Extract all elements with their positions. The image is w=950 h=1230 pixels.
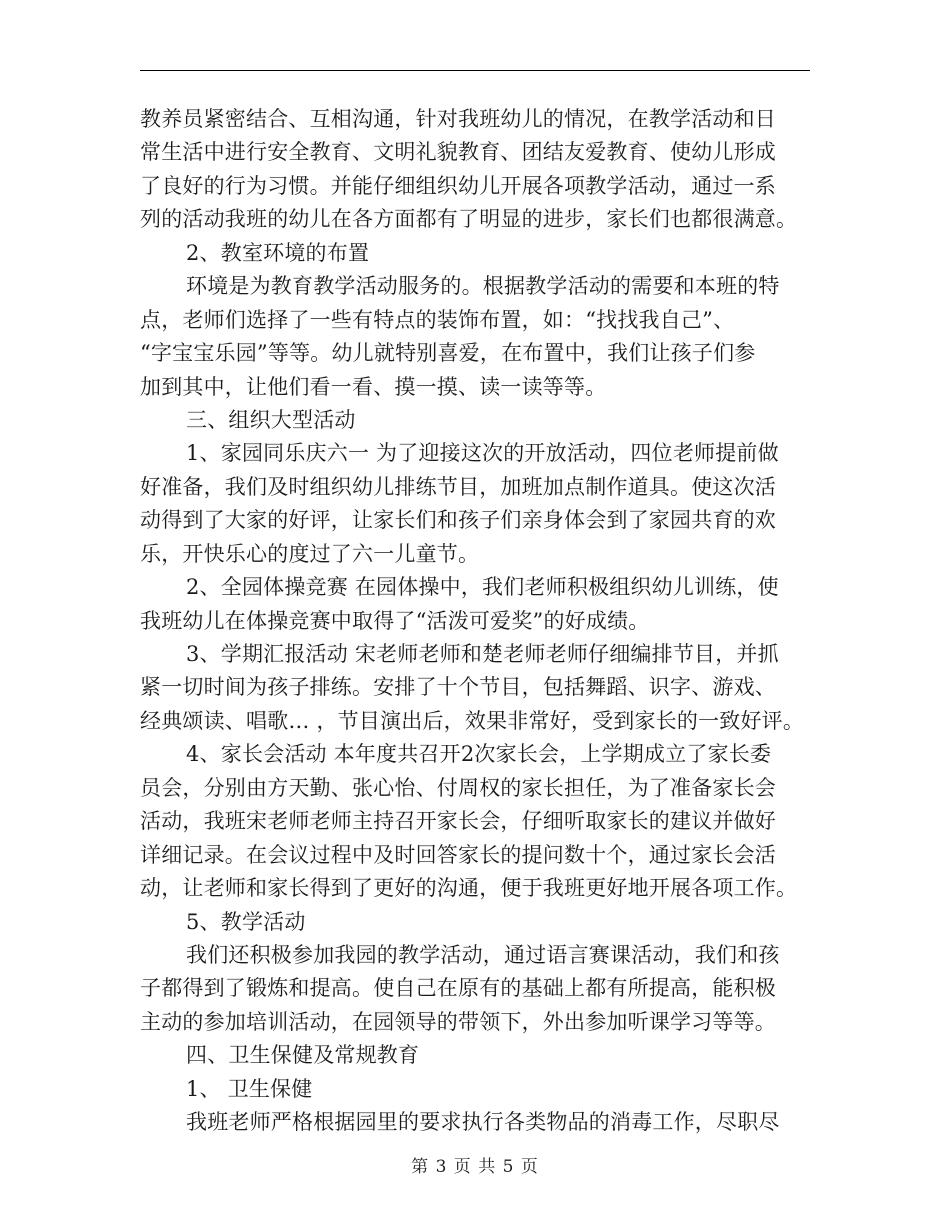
page-footer: 第 3 页 共 5 页: [411, 1157, 539, 1177]
text-line: 加到其中，让他们看一看、摸一摸、读一读等等。: [140, 374, 607, 399]
text-line: 4、家长会活动 本年度共召开2次家长会，上学期成立了家长委: [186, 742, 772, 767]
document-body: [140, 103, 812, 1140]
text-line: 我班老师严格根据园里的要求执行各类物品的消毒工作，尽职尽: [186, 1110, 780, 1135]
text-line: 列的活动我班的幼儿在各方面都有了明显的进步，家长们也都很满意。: [140, 207, 798, 232]
text-line: 子都得到了锻炼和提高。使自己在原有的基础上都有所提高，能积极: [140, 976, 776, 1001]
text-line: 乐，开快乐心的度过了六一儿童节。: [140, 541, 480, 566]
text-line: 3、学期汇报活动 宋老师老师和楚老师老师仔细编排节目，并抓: [186, 642, 779, 666]
text-line: 三、组织大型活动: [186, 407, 356, 432]
text-line: 我们还积极参加我园的教学活动，通过语言赛课活动，我们和孩: [186, 942, 780, 967]
text-line: 2、教室环境的布置: [186, 240, 370, 265]
text-line: 员会，分别由方天勤、张心怡、付周权的家长担任，为了准备家长会: [140, 775, 776, 800]
text-line: 动，让老师和家长得到了更好的沟通，便于我班更好地开展各项工作。: [140, 876, 798, 901]
text-line: 动得到了大家的好评，让家长们和孩子们亲身体会到了家园共育的欢: [140, 508, 776, 533]
text-line: 5、教学活动: [186, 909, 306, 934]
text-line: 了良好的行为习惯。并能仔细组织幼儿开展各项教学活动，通过一系: [140, 173, 776, 198]
text-line: 1、 卫生保健: [186, 1076, 313, 1101]
text-line: 点，老师们选择了一些有特点的装饰布置，如：“找找我自己”、: [140, 307, 735, 332]
text-line: 详细记录。在会议过程中及时回答家长的提问数十个，通过家长会活: [140, 842, 776, 867]
text-line: 我班幼儿在体操竞赛中取得了“活泼可爱奖”的好成绩。: [140, 608, 650, 633]
text-line: 活动，我班宋老师老师主持召开家长会，仔细听取家长的建议并做好: [140, 809, 776, 834]
text-line: “字宝宝乐园”等等。幼儿就特别喜爱，在布置中，我们让孩子们参: [140, 341, 756, 366]
text-line: 好准备，我们及时组织幼儿排练节目，加班加点制作道具。使这次活: [140, 474, 776, 499]
text-line: 四、卫生保健及常规教育: [186, 1043, 420, 1068]
text-line: 环境是为教育教学活动服务的。根据教学活动的需要和本班的特: [186, 274, 780, 299]
text-line: 经典颂读、唱歌… ，节目演出后，效果非常好，受到家长的一致好评。: [140, 708, 805, 733]
text-line: 紧一切时间为孩子排练。安排了十个节目，包括舞蹈、识字、游戏、: [140, 675, 776, 700]
text-line: 常生活中进行安全教育、文明礼貌教育、团结友爱教育、使幼儿形成: [140, 140, 776, 165]
text-line: 主动的参加培训活动，在园领导的带领下，外出参加听课学习等等。: [140, 1009, 776, 1034]
text-line: 1、家园同乐庆六一 为了迎接这次的开放活动，四位老师提前做: [186, 441, 779, 466]
text-line: 2、全园体操竞赛 在园体操中，我们老师积极组织幼儿训练，使: [186, 575, 779, 600]
text-line: 教养员紧密结合、互相沟通，针对我班幼儿的情况，在教学活动和日: [140, 107, 776, 131]
header-rule: [140, 70, 810, 71]
